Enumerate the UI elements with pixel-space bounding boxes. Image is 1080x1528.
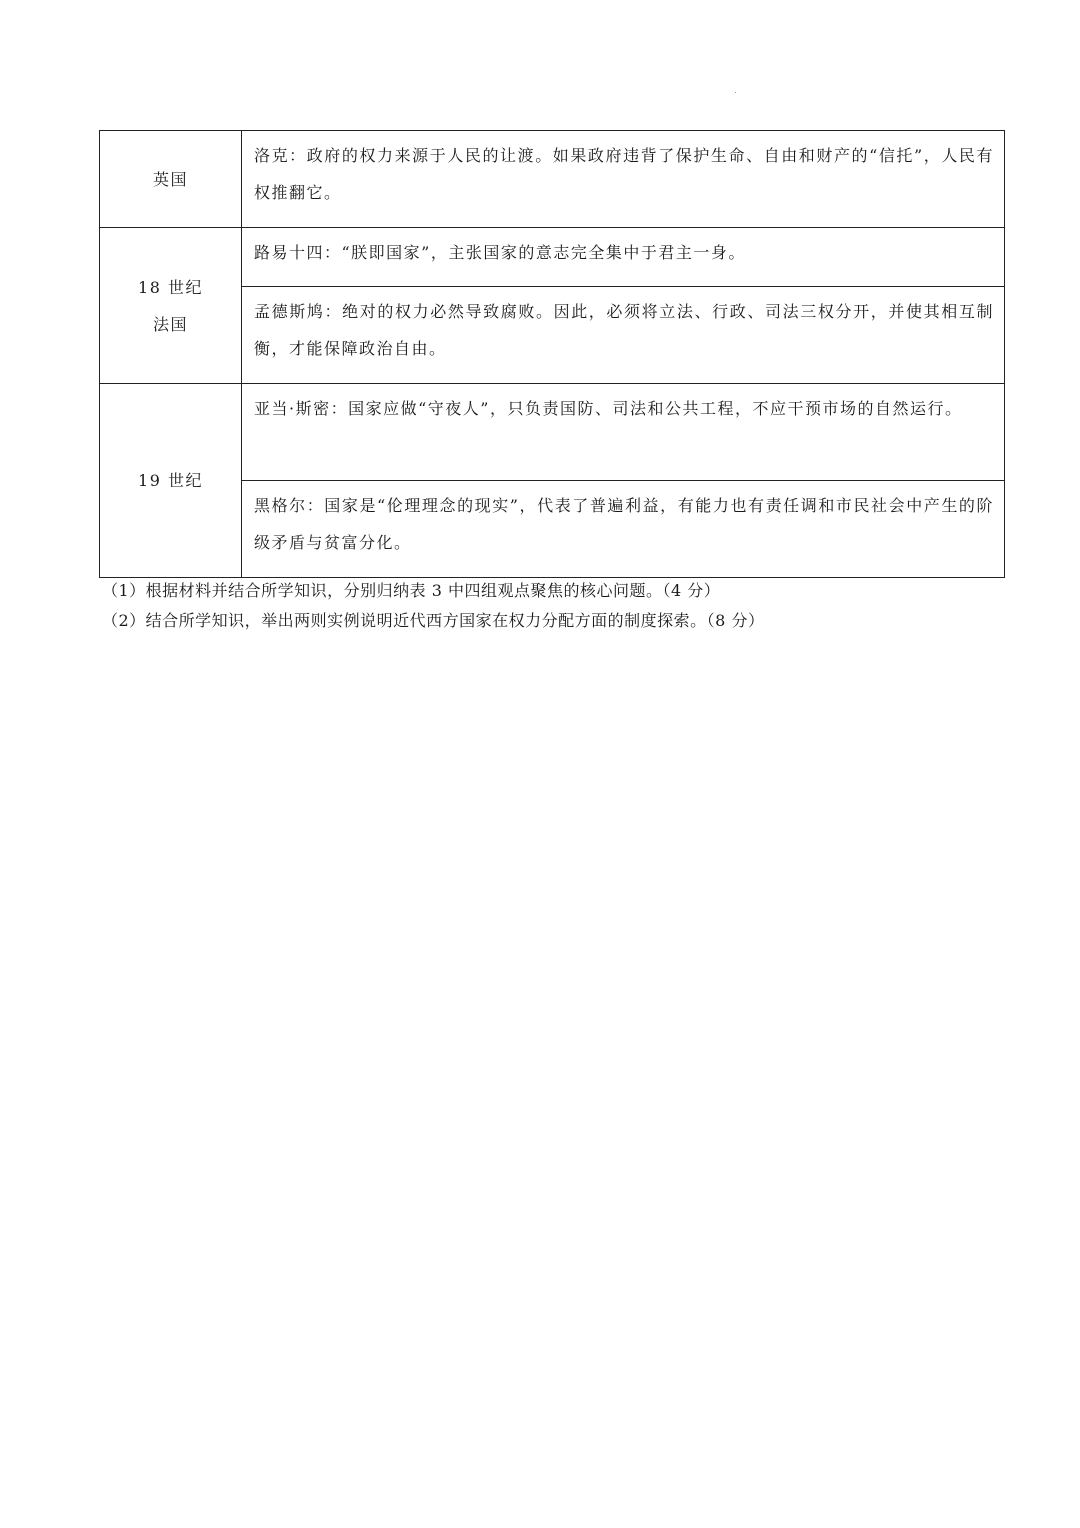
- viewpoints-table: [99, 130, 1005, 578]
- era-label: 法国: [152, 314, 188, 334]
- question-2: （2）结合所学知识，举出两则实例说明近代西方国家在权力分配方面的制度探索。（8 分）: [102, 611, 765, 630]
- view-cell-montesquieu: 孟德斯鸠：绝对的权力必然导致腐败。因此，必须将立法、行政、司法三权分开，并使其相互制衡，才能保障政治自由。: [242, 287, 1005, 384]
- view-cell-adam-smith: 亚当·斯密：国家应做“守夜人”，只负责国防、司法和公共工程，不应干预市场的自然运行。: [242, 384, 1005, 481]
- era-label: 18 世纪: [138, 277, 203, 297]
- view-cell-hegel: 黑格尔：国家是“伦理理念的现实”，代表了普遍利益，有能力也有责任调和市民社会中产生的阶级矛盾与贫富分化。: [242, 481, 1005, 578]
- era-cell-england: [100, 131, 242, 228]
- era-cell-france-18c: [100, 228, 242, 384]
- table-row-france-18c: [100, 228, 1005, 287]
- view-cell-locke: 洛克：政府的权力来源于人民的让渡。如果政府违背了保护生命、自由和财产的“信托”，人民有权推翻它。: [242, 131, 1005, 228]
- question-list: [102, 576, 1002, 636]
- view-cell-louis-xiv: 路易十四：“朕即国家”，主张国家的意志完全集中于君主一身。: [242, 228, 1005, 287]
- table-row-19c: [100, 384, 1005, 481]
- era-label: 19 世纪: [138, 471, 203, 490]
- page-mark: [735, 92, 736, 93]
- question-1: （1）根据材料并结合所学知识，分别归纳表 3 中四组观点聚焦的核心问题。（4 分）: [102, 581, 721, 600]
- era-label: 英国: [152, 169, 188, 189]
- table-row-england: [100, 131, 1005, 228]
- era-cell-19c: [100, 384, 242, 578]
